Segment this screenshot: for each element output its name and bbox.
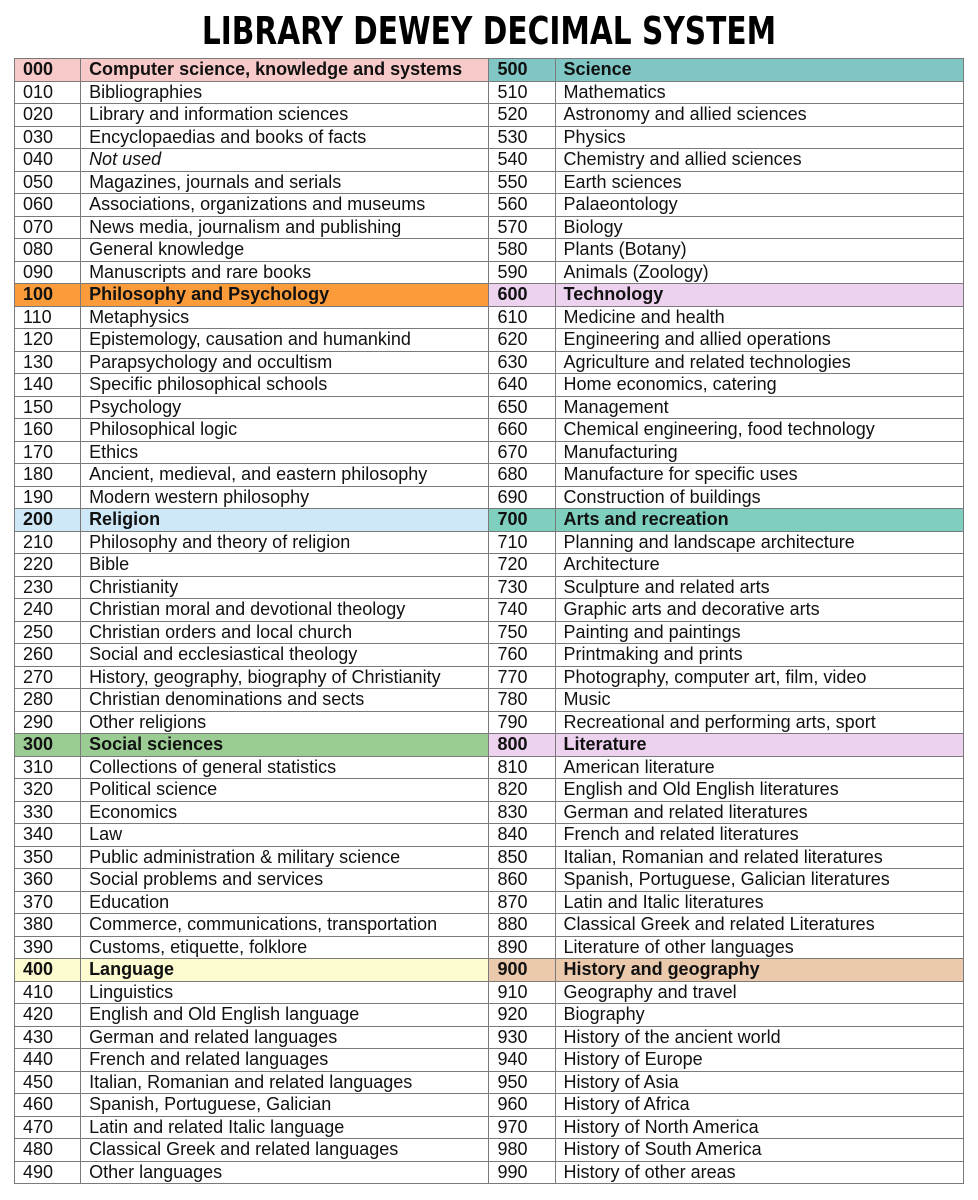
right-class-code: 580 bbox=[489, 239, 555, 262]
left-class-code: 390 bbox=[15, 936, 81, 959]
left-class-name: General knowledge bbox=[81, 239, 489, 262]
left-class-code: 280 bbox=[15, 689, 81, 712]
right-class-name: Management bbox=[555, 396, 963, 419]
left-class-name: Computer science, knowledge and systems bbox=[81, 59, 489, 82]
left-class-name: Latin and related Italic language bbox=[81, 1116, 489, 1139]
table-row bbox=[15, 599, 964, 622]
right-class-code: 910 bbox=[489, 981, 555, 1004]
right-class-name: Architecture bbox=[555, 554, 963, 577]
table-row bbox=[15, 81, 964, 104]
left-class-code: 130 bbox=[15, 351, 81, 374]
left-class-name: Modern western philosophy bbox=[81, 486, 489, 509]
left-class-name: Social problems and services bbox=[81, 869, 489, 892]
right-class-code: 520 bbox=[489, 104, 555, 127]
table-row bbox=[15, 441, 964, 464]
table-row bbox=[15, 1161, 964, 1184]
right-class-code: 780 bbox=[489, 689, 555, 712]
left-class-code: 250 bbox=[15, 621, 81, 644]
left-class-code: 180 bbox=[15, 464, 81, 487]
right-class-code: 890 bbox=[489, 936, 555, 959]
left-class-name: Philosophical logic bbox=[81, 419, 489, 442]
right-class-name: Italian, Romanian and related literatures bbox=[555, 846, 963, 869]
table-row bbox=[15, 644, 964, 667]
right-class-name: Music bbox=[555, 689, 963, 712]
right-class-code: 750 bbox=[489, 621, 555, 644]
right-class-code: 670 bbox=[489, 441, 555, 464]
left-class-name: Epistemology, causation and humankind bbox=[81, 329, 489, 352]
table-row bbox=[15, 1026, 964, 1049]
left-class-code: 220 bbox=[15, 554, 81, 577]
table-row bbox=[15, 171, 964, 194]
right-class-name: History of Asia bbox=[555, 1071, 963, 1094]
left-class-code: 240 bbox=[15, 599, 81, 622]
left-class-code: 010 bbox=[15, 81, 81, 104]
right-class-name: Planning and landscape architecture bbox=[555, 531, 963, 554]
table-row bbox=[15, 329, 964, 352]
right-class-name: Earth sciences bbox=[555, 171, 963, 194]
right-class-code: 870 bbox=[489, 891, 555, 914]
left-class-code: 210 bbox=[15, 531, 81, 554]
left-class-code: 360 bbox=[15, 869, 81, 892]
left-class-name: Social and ecclesiastical theology bbox=[81, 644, 489, 667]
left-class-code: 270 bbox=[15, 666, 81, 689]
table-row bbox=[15, 59, 964, 82]
table-row bbox=[15, 756, 964, 779]
left-class-name: Linguistics bbox=[81, 981, 489, 1004]
table-row bbox=[15, 554, 964, 577]
right-class-code: 560 bbox=[489, 194, 555, 217]
table-row bbox=[15, 981, 964, 1004]
right-class-name: Agriculture and related technologies bbox=[555, 351, 963, 374]
table-row bbox=[15, 149, 964, 172]
right-class-code: 500 bbox=[489, 59, 555, 82]
right-class-code: 620 bbox=[489, 329, 555, 352]
table-row bbox=[15, 306, 964, 329]
right-class-name: Graphic arts and decorative arts bbox=[555, 599, 963, 622]
table-row bbox=[15, 869, 964, 892]
table-row bbox=[15, 531, 964, 554]
table-row bbox=[15, 1071, 964, 1094]
right-class-code: 800 bbox=[489, 734, 555, 757]
right-class-code: 640 bbox=[489, 374, 555, 397]
left-class-code: 470 bbox=[15, 1116, 81, 1139]
table-row bbox=[15, 419, 964, 442]
right-class-code: 700 bbox=[489, 509, 555, 532]
right-class-code: 600 bbox=[489, 284, 555, 307]
right-class-code: 610 bbox=[489, 306, 555, 329]
table-row bbox=[15, 801, 964, 824]
right-class-name: Literature of other languages bbox=[555, 936, 963, 959]
left-class-name: Education bbox=[81, 891, 489, 914]
right-class-name: History of Africa bbox=[555, 1094, 963, 1117]
left-class-code: 030 bbox=[15, 126, 81, 149]
page-title: LIBRARY DEWEY DECIMAL SYSTEM bbox=[201, 9, 777, 53]
left-class-name: Philosophy and theory of religion bbox=[81, 531, 489, 554]
right-class-name: Plants (Botany) bbox=[555, 239, 963, 262]
right-class-code: 720 bbox=[489, 554, 555, 577]
table-row bbox=[15, 621, 964, 644]
right-class-code: 550 bbox=[489, 171, 555, 194]
left-class-code: 460 bbox=[15, 1094, 81, 1117]
right-class-name: Spanish, Portuguese, Galician literatures bbox=[555, 869, 963, 892]
left-class-code: 120 bbox=[15, 329, 81, 352]
left-class-code: 340 bbox=[15, 824, 81, 847]
left-class-name: Language bbox=[81, 959, 489, 982]
left-class-name: Not used bbox=[81, 149, 489, 172]
right-class-name: Engineering and allied operations bbox=[555, 329, 963, 352]
left-class-name: Italian, Romanian and related languages bbox=[81, 1071, 489, 1094]
dewey-table bbox=[14, 58, 964, 1184]
left-class-name: Other religions bbox=[81, 711, 489, 734]
right-class-code: 770 bbox=[489, 666, 555, 689]
left-class-name: Political science bbox=[81, 779, 489, 802]
left-class-code: 050 bbox=[15, 171, 81, 194]
left-class-name: Philosophy and Psychology bbox=[81, 284, 489, 307]
right-class-name: Manufacturing bbox=[555, 441, 963, 464]
left-class-name: Christian orders and local church bbox=[81, 621, 489, 644]
left-class-name: Other languages bbox=[81, 1161, 489, 1184]
right-class-name: History of South America bbox=[555, 1139, 963, 1162]
right-class-code: 940 bbox=[489, 1049, 555, 1072]
right-class-name: Palaeontology bbox=[555, 194, 963, 217]
left-class-code: 260 bbox=[15, 644, 81, 667]
table-row bbox=[15, 846, 964, 869]
right-class-name: History and geography bbox=[555, 959, 963, 982]
left-class-name: News media, journalism and publishing bbox=[81, 216, 489, 239]
table-row bbox=[15, 1004, 964, 1027]
left-class-name: Parapsychology and occultism bbox=[81, 351, 489, 374]
left-class-name: Law bbox=[81, 824, 489, 847]
right-class-code: 820 bbox=[489, 779, 555, 802]
table-row bbox=[15, 374, 964, 397]
left-class-name: Spanish, Portuguese, Galician bbox=[81, 1094, 489, 1117]
left-class-name: Classical Greek and related languages bbox=[81, 1139, 489, 1162]
left-class-name: Commerce, communications, transportation bbox=[81, 914, 489, 937]
table-row bbox=[15, 351, 964, 374]
right-class-code: 860 bbox=[489, 869, 555, 892]
right-class-name: Classical Greek and related Literatures bbox=[555, 914, 963, 937]
right-class-name: History of North America bbox=[555, 1116, 963, 1139]
left-class-code: 330 bbox=[15, 801, 81, 824]
right-class-name: Technology bbox=[555, 284, 963, 307]
left-class-name: Specific philosophical schools bbox=[81, 374, 489, 397]
left-class-code: 150 bbox=[15, 396, 81, 419]
table-row bbox=[15, 891, 964, 914]
left-class-code: 350 bbox=[15, 846, 81, 869]
table-row bbox=[15, 396, 964, 419]
left-class-name: French and related languages bbox=[81, 1049, 489, 1072]
table-row bbox=[15, 509, 964, 532]
right-class-code: 880 bbox=[489, 914, 555, 937]
table-row bbox=[15, 1094, 964, 1117]
left-class-name: Public administration & military science bbox=[81, 846, 489, 869]
right-class-code: 830 bbox=[489, 801, 555, 824]
left-class-name: Metaphysics bbox=[81, 306, 489, 329]
right-class-name: Biography bbox=[555, 1004, 963, 1027]
table-row bbox=[15, 576, 964, 599]
left-class-name: Religion bbox=[81, 509, 489, 532]
left-class-name: Ancient, medieval, and eastern philosophy bbox=[81, 464, 489, 487]
left-class-name: Psychology bbox=[81, 396, 489, 419]
table-row bbox=[15, 936, 964, 959]
left-class-code: 090 bbox=[15, 261, 81, 284]
left-class-name: Economics bbox=[81, 801, 489, 824]
table-row bbox=[15, 1116, 964, 1139]
left-class-name: Ethics bbox=[81, 441, 489, 464]
right-class-name: Sculpture and related arts bbox=[555, 576, 963, 599]
right-class-name: Mathematics bbox=[555, 81, 963, 104]
right-class-name: Physics bbox=[555, 126, 963, 149]
table-row bbox=[15, 666, 964, 689]
right-class-code: 760 bbox=[489, 644, 555, 667]
table-row bbox=[15, 711, 964, 734]
left-class-code: 060 bbox=[15, 194, 81, 217]
left-class-name: History, geography, biography of Christianity bbox=[81, 666, 489, 689]
left-class-name: Christian denominations and sects bbox=[81, 689, 489, 712]
right-class-name: Home economics, catering bbox=[555, 374, 963, 397]
right-class-name: Literature bbox=[555, 734, 963, 757]
right-class-name: Animals (Zoology) bbox=[555, 261, 963, 284]
right-class-name: Science bbox=[555, 59, 963, 82]
left-class-code: 080 bbox=[15, 239, 81, 262]
right-class-code: 540 bbox=[489, 149, 555, 172]
right-class-code: 850 bbox=[489, 846, 555, 869]
right-class-name: Latin and Italic literatures bbox=[555, 891, 963, 914]
table-row bbox=[15, 126, 964, 149]
right-class-name: History of the ancient world bbox=[555, 1026, 963, 1049]
right-class-code: 930 bbox=[489, 1026, 555, 1049]
right-class-code: 920 bbox=[489, 1004, 555, 1027]
right-class-name: Chemical engineering, food technology bbox=[555, 419, 963, 442]
left-class-code: 380 bbox=[15, 914, 81, 937]
table-row bbox=[15, 689, 964, 712]
right-class-name: American literature bbox=[555, 756, 963, 779]
left-class-name: Bible bbox=[81, 554, 489, 577]
right-class-code: 970 bbox=[489, 1116, 555, 1139]
left-class-name: Library and information sciences bbox=[81, 104, 489, 127]
right-class-code: 690 bbox=[489, 486, 555, 509]
left-class-code: 020 bbox=[15, 104, 81, 127]
right-class-code: 660 bbox=[489, 419, 555, 442]
left-class-name: English and Old English language bbox=[81, 1004, 489, 1027]
table-row bbox=[15, 1139, 964, 1162]
left-class-code: 490 bbox=[15, 1161, 81, 1184]
table-row bbox=[15, 914, 964, 937]
left-class-code: 310 bbox=[15, 756, 81, 779]
dewey-table-body bbox=[15, 59, 964, 1184]
left-class-code: 110 bbox=[15, 306, 81, 329]
right-class-name: History of other areas bbox=[555, 1161, 963, 1184]
table-row bbox=[15, 486, 964, 509]
right-class-name: Arts and recreation bbox=[555, 509, 963, 532]
right-class-code: 510 bbox=[489, 81, 555, 104]
right-class-name: Astronomy and allied sciences bbox=[555, 104, 963, 127]
table-row bbox=[15, 104, 964, 127]
right-class-code: 590 bbox=[489, 261, 555, 284]
left-class-code: 440 bbox=[15, 1049, 81, 1072]
table-row bbox=[15, 959, 964, 982]
table-row bbox=[15, 261, 964, 284]
right-class-code: 840 bbox=[489, 824, 555, 847]
left-class-code: 170 bbox=[15, 441, 81, 464]
left-class-code: 140 bbox=[15, 374, 81, 397]
right-class-code: 740 bbox=[489, 599, 555, 622]
left-class-code: 370 bbox=[15, 891, 81, 914]
left-class-name: Collections of general statistics bbox=[81, 756, 489, 779]
right-class-name: English and Old English literatures bbox=[555, 779, 963, 802]
left-class-code: 200 bbox=[15, 509, 81, 532]
table-row bbox=[15, 284, 964, 307]
right-class-code: 950 bbox=[489, 1071, 555, 1094]
left-class-code: 430 bbox=[15, 1026, 81, 1049]
left-class-code: 320 bbox=[15, 779, 81, 802]
right-class-name: Geography and travel bbox=[555, 981, 963, 1004]
right-class-code: 980 bbox=[489, 1139, 555, 1162]
left-class-code: 070 bbox=[15, 216, 81, 239]
table-row bbox=[15, 239, 964, 262]
left-class-code: 230 bbox=[15, 576, 81, 599]
right-class-name: French and related literatures bbox=[555, 824, 963, 847]
right-class-code: 630 bbox=[489, 351, 555, 374]
table-row bbox=[15, 216, 964, 239]
right-class-name: Chemistry and allied sciences bbox=[555, 149, 963, 172]
left-class-name: Christianity bbox=[81, 576, 489, 599]
table-row bbox=[15, 734, 964, 757]
right-class-code: 790 bbox=[489, 711, 555, 734]
left-class-name: Manuscripts and rare books bbox=[81, 261, 489, 284]
right-class-name: Medicine and health bbox=[555, 306, 963, 329]
left-class-code: 100 bbox=[15, 284, 81, 307]
right-class-name: Photography, computer art, film, video bbox=[555, 666, 963, 689]
table-row bbox=[15, 194, 964, 217]
left-class-code: 420 bbox=[15, 1004, 81, 1027]
left-class-code: 410 bbox=[15, 981, 81, 1004]
right-class-name: History of Europe bbox=[555, 1049, 963, 1072]
left-class-code: 480 bbox=[15, 1139, 81, 1162]
left-class-name: Bibliographies bbox=[81, 81, 489, 104]
right-class-code: 730 bbox=[489, 576, 555, 599]
left-class-name: Associations, organizations and museums bbox=[81, 194, 489, 217]
left-class-code: 160 bbox=[15, 419, 81, 442]
table-row bbox=[15, 824, 964, 847]
left-class-code: 000 bbox=[15, 59, 81, 82]
right-class-name: Recreational and performing arts, sport bbox=[555, 711, 963, 734]
left-class-name: Customs, etiquette, folklore bbox=[81, 936, 489, 959]
left-class-name: Social sciences bbox=[81, 734, 489, 757]
table-row bbox=[15, 464, 964, 487]
right-class-code: 960 bbox=[489, 1094, 555, 1117]
right-class-code: 810 bbox=[489, 756, 555, 779]
left-class-name: Encyclopaedias and books of facts bbox=[81, 126, 489, 149]
table-row bbox=[15, 779, 964, 802]
left-class-code: 300 bbox=[15, 734, 81, 757]
right-class-code: 710 bbox=[489, 531, 555, 554]
right-class-name: Biology bbox=[555, 216, 963, 239]
right-class-code: 900 bbox=[489, 959, 555, 982]
right-class-name: Painting and paintings bbox=[555, 621, 963, 644]
left-class-code: 040 bbox=[15, 149, 81, 172]
left-class-name: Magazines, journals and serials bbox=[81, 171, 489, 194]
right-class-name: Manufacture for specific uses bbox=[555, 464, 963, 487]
left-class-code: 290 bbox=[15, 711, 81, 734]
right-class-code: 680 bbox=[489, 464, 555, 487]
right-class-code: 570 bbox=[489, 216, 555, 239]
right-class-code: 990 bbox=[489, 1161, 555, 1184]
left-class-name: Christian moral and devotional theology bbox=[81, 599, 489, 622]
left-class-code: 190 bbox=[15, 486, 81, 509]
left-class-code: 400 bbox=[15, 959, 81, 982]
left-class-code: 450 bbox=[15, 1071, 81, 1094]
right-class-name: German and related literatures bbox=[555, 801, 963, 824]
right-class-name: Construction of buildings bbox=[555, 486, 963, 509]
right-class-code: 650 bbox=[489, 396, 555, 419]
right-class-name: Printmaking and prints bbox=[555, 644, 963, 667]
right-class-code: 530 bbox=[489, 126, 555, 149]
left-class-name: German and related languages bbox=[81, 1026, 489, 1049]
table-row bbox=[15, 1049, 964, 1072]
